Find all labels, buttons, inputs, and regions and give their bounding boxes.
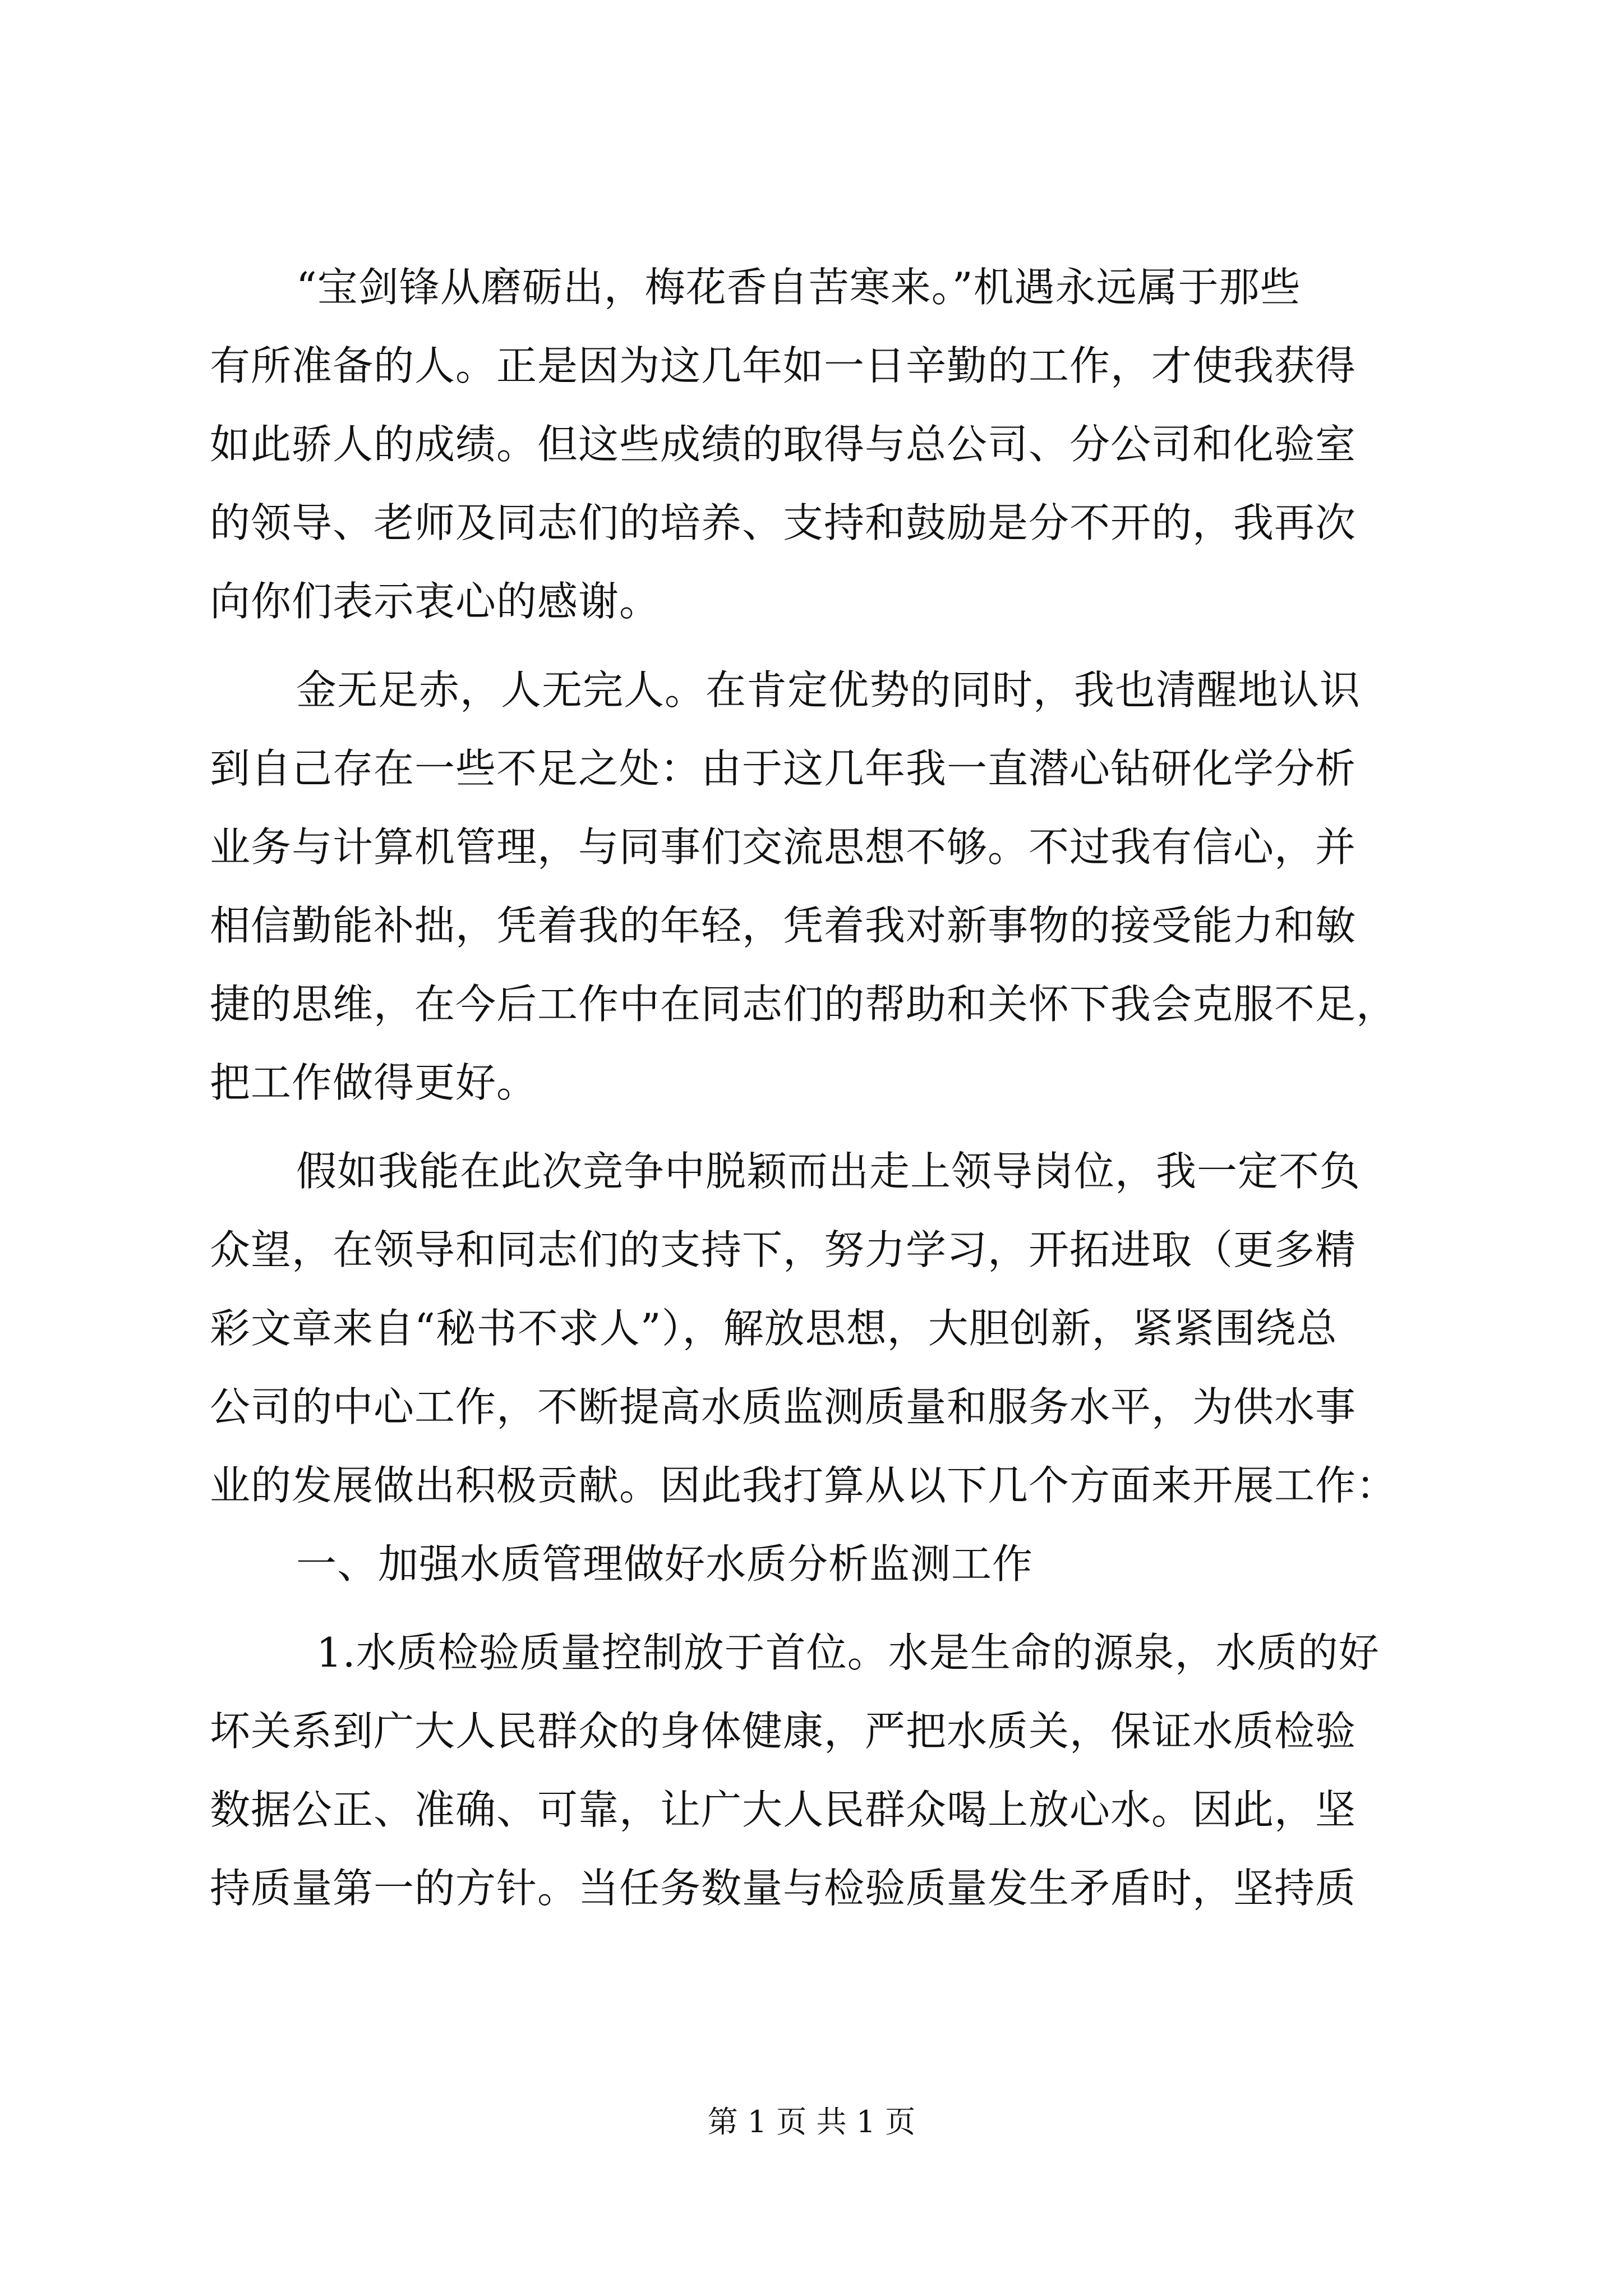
text-line: 到自己存在一些不足之处：由于这几年我一直潜心钻研化学分析 bbox=[210, 745, 1357, 792]
text-line: 业务与计算机管理，与同事们交流思想不够。不过我有信心，并 bbox=[210, 823, 1357, 871]
text-line: 持质量第一的方针。当任务数量与检验质量发生矛盾时，坚持质 bbox=[210, 1865, 1357, 1912]
text-line: 捷的思维，在今后工作中在同志们的帮助和关怀下我会克服不足， bbox=[210, 981, 1398, 1028]
text-line: 公司的中心工作，不断提高水质监测质量和服务水平，为供水事 bbox=[210, 1383, 1357, 1430]
heading-line: 一、加强水质管理做好水质分析监测工作 bbox=[296, 1540, 1034, 1588]
text-line: 的领导、老师及同志们的培养、支持和鼓励是分不开的，我再次 bbox=[210, 499, 1357, 546]
text-line: 彩文章来自“秘书不求人”），解放思想，大胆创新，紧紧围绕总 bbox=[210, 1305, 1338, 1352]
text-line: 1.水质检验质量控制放于首位。水是生命的源泉，水质的好 bbox=[316, 1629, 1380, 1676]
text-line: 把工作做得更好。 bbox=[210, 1059, 538, 1106]
document-body bbox=[210, 248, 1415, 1927]
text-line: 相信勤能补拙，凭着我的年轻，凭着我对新事物的接受能力和敏 bbox=[210, 902, 1357, 949]
section-heading bbox=[210, 1525, 1415, 1603]
paragraph bbox=[210, 248, 1415, 641]
text-line: 如此骄人的成绩。但这些成绩的取得与总公司、分公司和化验室 bbox=[210, 421, 1357, 468]
paragraph bbox=[210, 1132, 1415, 1525]
text-line: 有所准备的人。正是因为这几年如一日辛勤的工作，才使我获得 bbox=[210, 342, 1357, 389]
paragraph bbox=[210, 1613, 1415, 1927]
text-line: 众望，在领导和同志们的支持下，努力学习，开拓进取（更多精 bbox=[210, 1226, 1357, 1273]
text-line: “宝剑锋从磨砺出，梅花香自苦寒来。”机遇永远属于那些 bbox=[296, 264, 1301, 311]
paragraph bbox=[210, 651, 1415, 1122]
text-line: 假如我能在此次竞争中脱颖而出走上领导岗位，我一定不负 bbox=[296, 1148, 1361, 1195]
text-line: 数据公正、准确、可靠，让广大人民群众喝上放心水。因此，坚 bbox=[210, 1786, 1357, 1833]
text-line: 坏关系到广大人民群众的身体健康，严把水质关，保证水质检验 bbox=[210, 1708, 1357, 1755]
text-line: 金无足赤，人无完人。在肯定优势的同时，我也清醒地认识 bbox=[296, 666, 1361, 714]
text-line: 向你们表示衷心的感谢。 bbox=[210, 578, 661, 625]
text-line: 业的发展做出积极贡献。因此我打算从以下几个方面来开展工作： bbox=[210, 1462, 1398, 1509]
page-number-footer: 第 1 页 共 1 页 bbox=[707, 2104, 916, 2139]
